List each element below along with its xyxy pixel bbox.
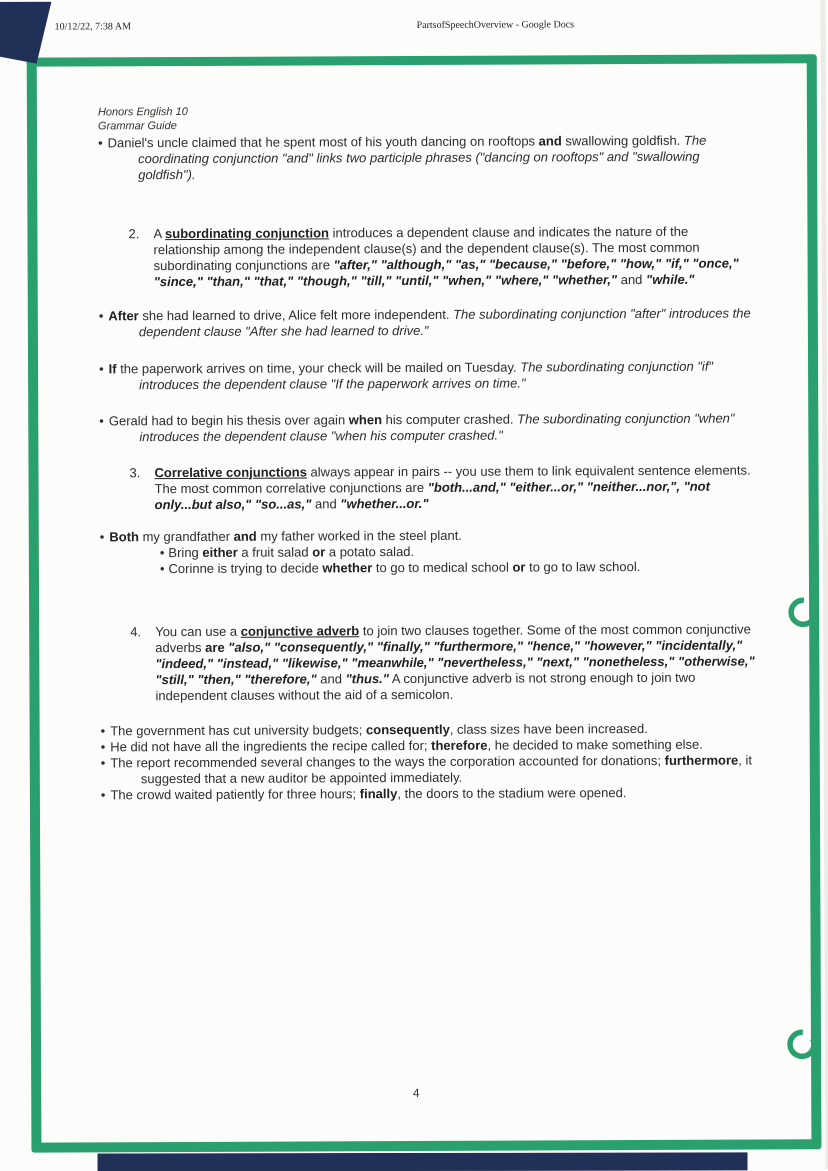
text-run: my father worked in the steel plant. [256,528,462,545]
bullet-item [99,358,757,393]
text-run: The subordinating conjunction "if" introduces the dependent clause "If the paperwork arrives on time." [139,358,714,392]
text-run: "thus." [345,670,389,687]
text-run: , it suggested that a new auditor be appointed immediately. [140,752,753,787]
bullet-marker-icon: • [99,529,105,545]
text-run: and [311,495,341,512]
text-run: A conjunctive adverb is not strong enough to join two independent clauses without the aid of a semicolon. [155,669,696,703]
text-run: and [316,671,346,687]
item-number: 4. [130,623,142,640]
folder-edge-top [27,54,817,66]
text-run: and [233,529,257,545]
text-run: Gerald had to begin his thesis over again [108,411,349,428]
text-run: furthermore [664,752,739,768]
hole-punch-ring-icon [785,1027,819,1066]
bullet-item [101,752,759,787]
text-run: are [205,639,229,655]
doc-heading [98,103,756,134]
bullet-item [99,305,757,340]
bullet-item [98,133,756,184]
text-run: whether [322,560,373,576]
text-run: therefore [431,737,488,753]
bullet-item [99,410,757,445]
binder-bottom-bar [98,1152,748,1171]
text-run: always appear in pairs -- you use them to link equivalent sentence elements. The most common correlative conjunctions are [154,462,751,496]
text-run: or [512,559,526,575]
text-run: If [108,360,117,376]
bullet-marker-icon: • [100,723,106,739]
text-run: either [202,545,238,561]
blank-line [98,181,756,227]
binder-corner [0,2,52,64]
item-number: 3. [129,464,141,480]
text-run: Corinne is trying to decide [168,560,323,577]
bullet-marker-icon: • [99,412,104,428]
blank-line [99,337,757,361]
bullet-item [100,559,758,578]
text-run: his computer crashed. [381,411,518,427]
text-run: The crowd waited patiently for three hours; [110,786,360,803]
blocks-host [98,133,759,804]
print-timestamp: 10/12/22, 7:38 AM [54,21,131,33]
text-run: After [108,307,139,324]
text-run: Daniel's uncle claimed that he spent most of his youth dancing on rooftops [107,133,539,151]
print-doc-title: PartsofSpeechOverview - Google Docs [416,19,575,31]
text-run: Bring [168,545,203,561]
folder-edge-bottom [31,1139,821,1152]
text-run: Correlative conjunctions [154,464,307,480]
bullet-marker-icon: • [100,755,106,771]
folder-edge-left [27,58,42,1151]
text-run: finally [359,786,398,802]
bullet-marker-icon: • [98,308,104,324]
hole-punch-ring-icon [786,595,820,634]
text-run: subordinating conjunction [165,225,330,242]
text-run: , he decided to make something else. [487,736,703,753]
bullet-marker-icon: • [98,135,103,151]
text-run: The report recommended several changes to the ways the corporation accounted for donations; [110,752,665,771]
text-run: "while." [645,271,695,288]
text-run: or [312,544,326,560]
text-run: and [538,133,562,149]
text-run: swallowing goldfish. [561,132,684,149]
text-run: The subordinating conjunction "when" introduces the dependent clause "when his computer crashed." [139,410,735,444]
text-run: "also," "consequently," "finally," "furthermore," "hence," "however," "incidentally," "indeed," "instead," "likewise," "meanwhile," "nevertheless," "next," "nonetheless," "otherwise," "still," "then," "therefore," [155,637,755,687]
text-run: He did not have all the ingredients the recipe called for; [110,737,432,755]
text-run: , class sizes have been increased. [449,720,648,737]
text-run: "whether...or." [340,495,429,511]
document-body [98,103,759,804]
text-run: introduces a dependent clause and indicates the nature of the relationship among the independent clause(s) and the dependent clause(s). The most common subordinating conjunctions are [153,223,700,274]
scan-edge-shadow [820,0,828,1169]
text-run: to go to medical school [372,559,513,576]
bullet-marker-icon: • [100,739,106,755]
doc-course-line: Honors English 10 [97,105,188,119]
text-run: to join two clauses together. Some of the most common conjunctive adverbs [155,621,751,655]
text-run: a fruit salad [237,544,313,561]
text-run: The subordinating conjunction "after" introduces the dependent clause "After she had learned to drive." [138,305,751,339]
text-run: conjunctive adverb [240,623,360,639]
text-run: "both...and," "either...or," "neither...nor,", "not only...but also," "so...as," [154,478,710,512]
text-run: she had learned to drive, Alice felt more independent. [138,306,454,323]
page-number: 4 [412,1085,420,1101]
text-run: A [153,226,166,242]
text-run: consequently [365,721,450,738]
text-run: when [348,411,383,427]
text-run: Both [109,529,139,545]
text-run: , the doors to the stadium were opened. [397,785,627,802]
bullet-marker-icon: • [159,545,165,561]
bullet-marker-icon: • [159,561,165,577]
text-run: "after," "although," "as," "because," "before," "how," "if," "once," "since," "than," "that," "though," "till," "until," "when," "where," "whether," [153,255,739,290]
item-number: 2. [128,226,140,242]
text-run: the paperwork arrives on time, your check will be mailed on Tuesday. [116,359,521,376]
bullet-marker-icon: • [100,787,106,803]
numbered-item [98,224,756,291]
text-run: and [617,272,647,288]
bullet-marker-icon: • [99,360,104,376]
text-run: The government has cut university budgets; [110,722,367,739]
doc-subtitle-line: Grammar Guide [97,120,177,133]
numbered-item [99,462,757,513]
text-run: a potato salad. [325,544,415,560]
text-run: my grandfather [138,529,234,545]
blank-line [100,575,758,624]
bullet-item [101,784,759,803]
text-run: to go to law school. [525,559,641,575]
numbered-item [100,621,758,704]
text-run: The coordinating conjunction "and" links two participle phrases ("dancing on rooftops" and "swallowing goldfish"). [138,132,707,183]
text-run: You can use a [155,623,241,639]
